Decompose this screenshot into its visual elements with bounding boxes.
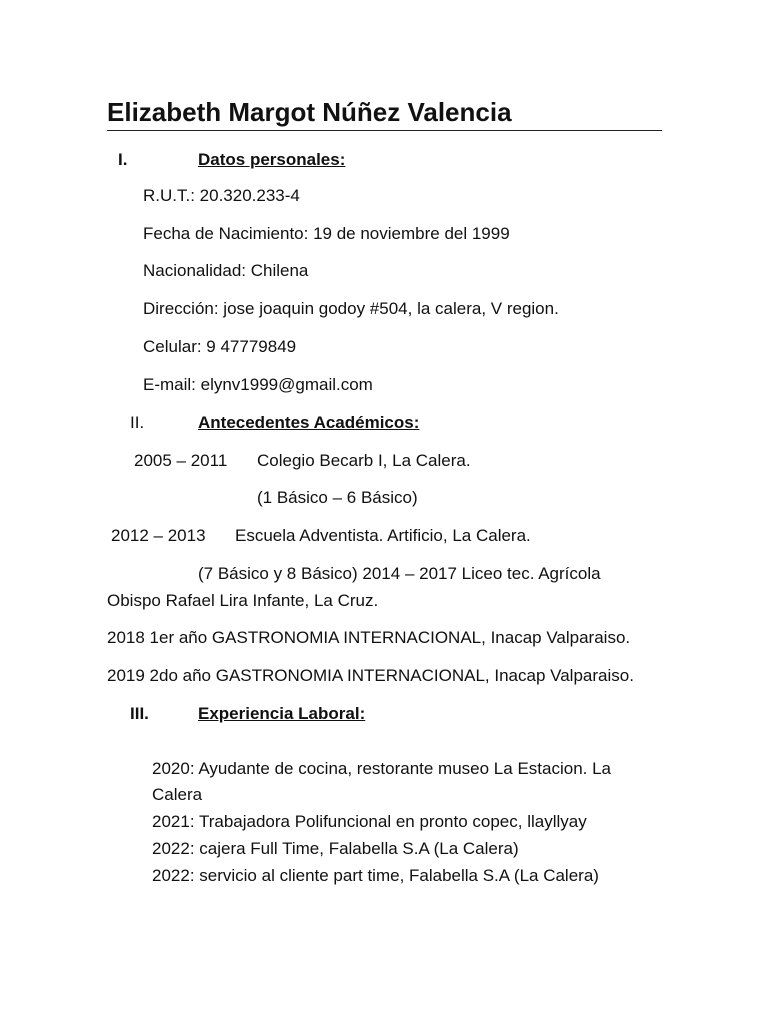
academic-entry-2-school: Escuela Adventista. Artificio, La Calera. — [235, 526, 531, 545]
nationality-line: Nacionalidad: Chilena — [143, 261, 309, 280]
academic-entry-1-school: Colegio Becarb I, La Calera. — [257, 451, 471, 470]
email-line: E-mail: elynv1999@gmail.com — [143, 375, 373, 394]
phone-line: Celular: 9 47779849 — [143, 337, 297, 356]
section-3-title: Experiencia Laboral: — [198, 704, 366, 723]
academic-entry-4: 2018 1er año GASTRONOMIA INTERNACIONAL, Inacap Valparaiso. — [107, 628, 631, 647]
job-1-line-2: Calera — [152, 785, 203, 804]
section-1-title: Datos personales: — [198, 150, 346, 169]
academic-entry-3-line: Obispo Rafael Lira Infante, La Cruz. — [107, 591, 379, 610]
candidate-name: Elizabeth Margot Núñez Valencia — [107, 97, 512, 127]
title-underline — [107, 130, 662, 131]
job-3: 2022: cajera Full Time, Falabella S.A (La Calera) — [152, 839, 519, 858]
section-3-numeral: III. — [130, 704, 149, 723]
job-1-line-1: 2020: Ayudante de cocina, restorante museo La Estacion. La — [152, 759, 611, 778]
job-4: 2022: servicio al cliente part time, Falabella S.A (La Calera) — [152, 866, 599, 885]
address-line: Dirección: jose joaquin godoy #504, la calera, V region. — [143, 299, 559, 318]
section-2-title: Antecedentes Académicos: — [198, 413, 420, 432]
academic-entry-1-grades: (1 Básico – 6 Básico) — [257, 488, 418, 507]
academic-entry-1-years: 2005 – 2011 — [134, 451, 228, 470]
section-1-numeral: I. — [118, 150, 128, 169]
job-2: 2021: Trabajadora Polifuncional en pronto copec, llayllyay — [152, 812, 587, 831]
rut-line: R.U.T.: 20.320.233-4 — [143, 186, 300, 205]
academic-entry-2-years: 2012 – 2013 — [111, 526, 206, 545]
academic-entry-5: 2019 2do año GASTRONOMIA INTERNACIONAL, Inacap Valparaiso. — [107, 666, 634, 685]
academic-entry-2-line2: (7 Básico y 8 Básico) 2014 – 2017 Liceo tec. Agrícola — [198, 564, 601, 583]
section-2-numeral: II. — [130, 413, 145, 432]
birth-date-line: Fecha de Nacimiento: 19 de noviembre del 1999 — [143, 224, 510, 243]
